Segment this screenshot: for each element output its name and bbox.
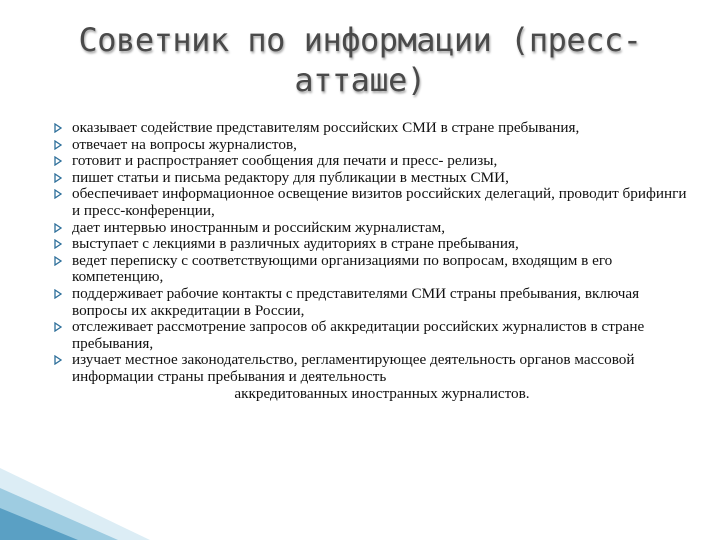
triangle-bullet-icon [54, 140, 62, 150]
bullet-text: дает интервью иностранным и российским журналистам, [72, 218, 446, 236]
bullet-item [52, 120, 692, 137]
triangle-bullet-icon [54, 256, 62, 266]
bullet-item [52, 286, 692, 319]
bullet-list [52, 120, 692, 402]
triangle-bullet-icon [54, 173, 62, 183]
bullet-item [52, 186, 692, 219]
bullet-text: готовит и распространяет сообщения для печати и пресс- релизы, [72, 152, 498, 170]
bullet-item [52, 170, 692, 187]
bullet-text: ведет переписку с соответствующими организациями по вопросам, входящим в его компетенцию, [72, 251, 613, 286]
bullet-text: оказывает содействие представителям российских СМИ в стране пребывания, [72, 119, 580, 136]
triangle-bullet-icon [54, 156, 62, 166]
bullet-text: обеспечивает информационное освещение визитов российских делегаций, проводит брифинги и пресс-конференции, [72, 185, 687, 219]
bullet-text: отслеживает рассмотрение запросов об аккредитации российских журналистов в стране пребывания, [72, 318, 645, 352]
bullet-text: пишет статьи и письма редактору для публикации в местных СМИ, [72, 168, 509, 186]
bullet-item [52, 137, 692, 154]
triangle-bullet-icon [54, 289, 62, 299]
triangle-bullet-icon [54, 223, 62, 233]
bullet-item [52, 236, 692, 253]
triangle-bullet-icon [54, 322, 62, 332]
bullet-item [52, 253, 692, 286]
triangle-bullet-icon [54, 189, 62, 199]
bullet-item [52, 153, 692, 170]
bullet-item [52, 352, 692, 402]
triangle-bullet-icon [54, 239, 62, 249]
bullet-text-tail: аккредитованных иностранных журналистов. [234, 384, 530, 402]
bullet-text: выступает с лекциями в различных аудиториях в стране пребывания, [72, 235, 519, 253]
bullet-text: изучает местное законодательство, регламентирующее деятельность органов массовой информации страны пребывания и деятельность [72, 351, 635, 385]
bullet-item [52, 220, 692, 237]
bullet-item [52, 319, 692, 352]
corner-decoration [0, 450, 180, 540]
bullet-text: отвечает на вопросы журналистов, [72, 135, 297, 153]
slide-title: Советник по информации (пресс-атташе) [78, 21, 642, 99]
triangle-bullet-icon [54, 355, 62, 365]
bullet-text: поддерживает рабочие контакты с представителями СМИ страны пребывания, включая вопросы их аккредитации в России, [72, 284, 640, 319]
triangle-bullet-icon [54, 123, 62, 133]
